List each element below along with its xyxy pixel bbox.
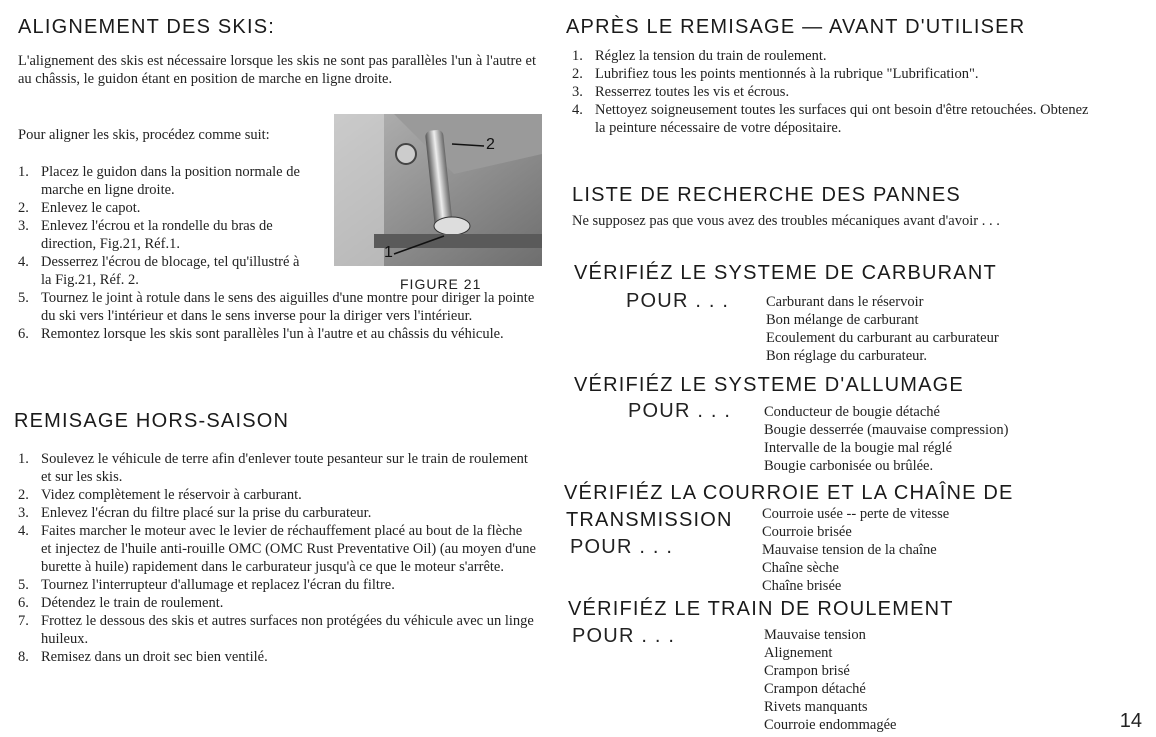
alignment-title: ALIGNEMENT DES SKIS: (18, 16, 276, 38)
list-item: Conducteur de bougie détaché (764, 404, 940, 420)
list-item: Bon mélange de carburant (766, 312, 919, 328)
alignment-procedure: Pour aligner les skis, procédez comme suit: (18, 127, 270, 143)
fuel-check-list (766, 293, 999, 365)
list-item: 1. Réglez la tension du train de roulement. (572, 48, 827, 64)
figure-21-photo (334, 114, 542, 266)
track-pour-label: POUR . . . (572, 625, 676, 647)
list-item: 7. Frottez le dessous des skis et autres surfaces non protégées du véhicule avec un linge huileux. (18, 613, 534, 647)
list-item: 6. Détendez le train de roulement. (18, 595, 224, 611)
list-item: 5. Tournez l'interrupteur d'allumage et replacez l'écran du filtre. (18, 577, 395, 593)
list-item: 8. Remisez dans un droit sec bien ventilé. (18, 649, 268, 665)
belt-chain-check-title-line2: TRANSMISSION (566, 509, 733, 531)
list-item: Rivets manquants (764, 699, 868, 715)
list-item: Intervalle de la bougie mal réglé (764, 440, 953, 456)
list-item: Courroie endommagée (764, 717, 897, 733)
list-item: Chaîne sèche (762, 560, 839, 576)
storage-steps (18, 450, 536, 666)
troubleshooting-intro: Ne supposez pas que vous avez des troubles mécaniques avant d'avoir . . . (572, 213, 1000, 229)
storage-title: REMISAGE HORS-SAISON (14, 410, 290, 432)
list-item: Carburant dans le réservoir (766, 294, 924, 310)
list-item: 3. Resserrez toutes les vis et écrous. (572, 84, 790, 100)
list-item: Courroie brisée (762, 524, 852, 540)
list-item: Courroie usée -- perte de vitesse (762, 506, 950, 522)
ignition-check-list (764, 403, 1008, 475)
figure-caption: FIGURE 21 (400, 276, 482, 292)
list-item: 2. Lubrifiez tous les points mentionnés à la rubrique "Lubrification". (572, 66, 979, 82)
figure-label-2: 2 (486, 136, 495, 153)
after-storage-title: APRÈS LE REMISAGE — AVANT D'UTILISER (566, 16, 1026, 38)
belt-pour-label: POUR . . . (570, 536, 674, 558)
list-item: Crampon brisé (764, 663, 850, 679)
list-item: Bougie desserrée (mauvaise compression) (764, 422, 1009, 438)
track-check-list (764, 626, 896, 734)
list-item: Crampon détaché (764, 681, 866, 697)
list-item: 5. Tournez le joint à rotule dans le sens des aiguilles d'une montre pour diriger la pointe du ski vers l'intérieur et dans le sens inverse pour la diriger vers l'intérieur. (18, 290, 535, 324)
list-item: 1. Placez le guidon dans la position normale de marche en ligne droite. (18, 164, 300, 198)
belt-chain-check-title: VÉRIFIÉZ LA COURROIE ET LA CHAÎNE DE (564, 482, 1014, 504)
ignition-check-title: VÉRIFIÉZ LE SYSTEME D'ALLUMAGE (574, 374, 964, 396)
list-item: 4. Faites marcher le moteur avec le levier de réchauffement placé au bout de la flèche et injectez de l'huile anti-rouille OMC (OMC Rust Preventative Oil) (au moyen d'une burette à huile) rapidement dans le carburateur jusqu'à ce que le moteur s'arrête. (18, 523, 536, 575)
track-check-title: VÉRIFIÉZ LE TRAIN DE ROULEMENT (568, 598, 954, 620)
list-item: 6. Remontez lorsque les skis sont parallèles l'un à l'autre et au châssis du véhicule. (18, 326, 504, 342)
steering-arm-illustration (334, 114, 542, 266)
after-storage-steps (572, 47, 1098, 137)
ignition-pour-label: POUR . . . (628, 400, 732, 422)
list-item: Bougie carbonisée ou brûlée. (764, 458, 934, 474)
list-item: 3. Enlevez l'écran du filtre placé sur la prise du carburateur. (18, 505, 372, 521)
belt-chain-check-list (762, 505, 949, 595)
list-item: Bon réglage du carburateur. (766, 348, 928, 364)
troubleshooting-title: LISTE DE RECHERCHE DES PANNES (572, 184, 961, 206)
page-number: 14 (1119, 710, 1142, 732)
list-item: Alignement (764, 645, 833, 661)
list-item: Chaîne brisée (762, 578, 842, 594)
list-item: 4. Nettoyez soigneusement toutes les surfaces qui ont besoin d'être retouchées. Obtenez la peinture nécessaire de votre dépositaire. (572, 102, 1089, 136)
list-item: Mauvaise tension (764, 627, 866, 643)
figure-label-1: 1 (384, 244, 393, 261)
fuel-check-title: VÉRIFIÉZ LE SYSTEME DE CARBURANT (574, 262, 997, 284)
fuel-pour-label: POUR . . . (626, 290, 730, 312)
alignment-intro: L'alignement des skis est nécessaire lorsque les skis ne sont pas parallèles l'un à l'autre et au châssis, le guidon étant en position de marche en ligne droite. (18, 53, 536, 87)
list-item: 2. Enlevez le capot. (18, 200, 141, 216)
list-item: Ecoulement du carburant au carburateur (766, 330, 999, 346)
list-item: 2. Videz complètement le réservoir à carburant. (18, 487, 302, 503)
list-item: 3. Enlevez l'écrou et la rondelle du bras de direction, Fig.21, Réf.1. (18, 218, 273, 252)
list-item: Mauvaise tension de la chaîne (762, 542, 937, 558)
list-item: 1. Soulevez le véhicule de terre afin d'enlever toute pesanteur sur le train de roulement et sur les skis. (18, 451, 528, 485)
list-item: 4. Desserrez l'écrou de blocage, tel qu'illustré à la Fig.21, Réf. 2. (18, 254, 300, 288)
